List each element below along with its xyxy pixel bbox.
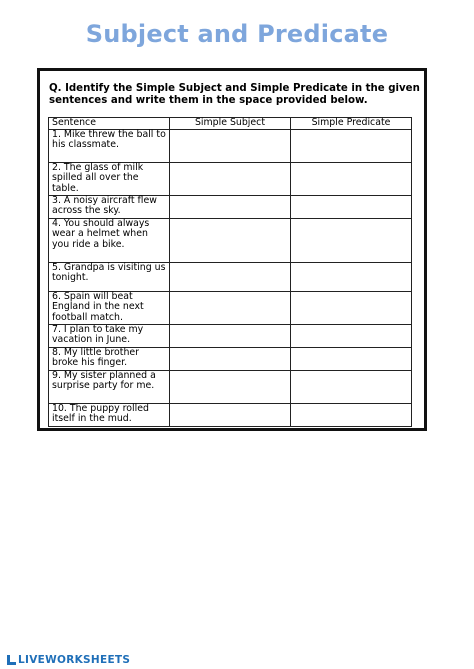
sentence-cell: 3. A noisy aircraft flew across the sky. (49, 195, 170, 218)
header-sentence: Sentence (49, 118, 170, 130)
footer-brand-text: LIVEWORKSHEETS (18, 654, 131, 666)
subject-answer-cell[interactable] (170, 162, 291, 195)
table-row (49, 195, 412, 218)
subject-answer-cell[interactable] (170, 218, 291, 262)
sentence-cell: 5. Grandpa is visiting us tonight. (49, 262, 170, 291)
sentence-cell: 10. The puppy rolled itself in the mud. (49, 403, 170, 426)
subject-answer-cell[interactable] (170, 324, 291, 347)
sentence-cell: 9. My sister planned a surprise party for me. (49, 370, 170, 403)
table-row (49, 347, 412, 370)
header-simple-predicate: Simple Predicate (291, 118, 412, 130)
subject-answer-cell[interactable] (170, 370, 291, 403)
predicate-answer-cell[interactable] (291, 403, 412, 426)
table-row (49, 162, 412, 195)
predicate-answer-cell[interactable] (291, 347, 412, 370)
predicate-answer-cell[interactable] (291, 129, 412, 162)
table-row (49, 403, 412, 426)
predicate-answer-cell[interactable] (291, 162, 412, 195)
table-header-row (49, 118, 412, 130)
predicate-answer-cell[interactable] (291, 195, 412, 218)
header-simple-subject: Simple Subject (170, 118, 291, 130)
predicate-answer-cell[interactable] (291, 324, 412, 347)
sentence-cell: 6. Spain will beat England in the next football match. (49, 291, 170, 324)
sentence-cell: 4. You should always wear a helmet when you ride a bike. (49, 218, 170, 262)
table-row (49, 218, 412, 262)
subject-answer-cell[interactable] (170, 262, 291, 291)
predicate-answer-cell[interactable] (291, 370, 412, 403)
subject-answer-cell[interactable] (170, 129, 291, 162)
subject-answer-cell[interactable] (170, 195, 291, 218)
predicate-answer-cell[interactable] (291, 262, 412, 291)
sentence-cell: 1. Mike threw the ball to his classmate. (49, 129, 170, 162)
worksheet-box (37, 68, 427, 431)
question-text: Q. Identify the Simple Subject and Simple Predicate in the given sentences and write them in the space provided below. (49, 83, 420, 106)
table-row (49, 291, 412, 324)
footer-brand[interactable] (7, 654, 130, 666)
predicate-answer-cell[interactable] (291, 218, 412, 262)
table-row (49, 370, 412, 403)
table-row (49, 324, 412, 347)
sentence-cell: 2. The glass of milk spilled all over the table. (49, 162, 170, 195)
predicate-answer-cell[interactable] (291, 291, 412, 324)
subject-answer-cell[interactable] (170, 403, 291, 426)
table-row (49, 262, 412, 291)
worksheet-title: Subject and Predicate (85, 20, 389, 48)
subject-predicate-table (48, 117, 412, 427)
table-row (49, 129, 412, 162)
subject-answer-cell[interactable] (170, 347, 291, 370)
sentence-cell: 7. I plan to take my vacation in June. (49, 324, 170, 347)
subject-answer-cell[interactable] (170, 291, 291, 324)
liveworksheets-logo-icon (7, 655, 16, 665)
sentence-cell: 8. My little brother broke his finger. (49, 347, 170, 370)
